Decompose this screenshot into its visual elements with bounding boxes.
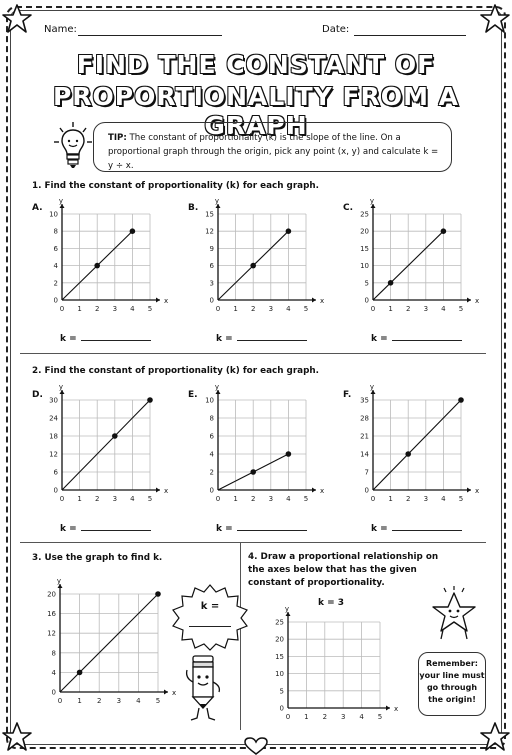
graph-a [32, 197, 182, 322]
k-label: k = [371, 334, 388, 344]
y-tick-label: 4 [53, 262, 58, 271]
x-tick-label: 1 [304, 713, 309, 721]
heart-icon [244, 737, 268, 755]
graph-grid [275, 619, 382, 722]
x-axis-label: x [164, 487, 169, 495]
x-tick-label: 4 [441, 305, 446, 313]
data-point [388, 280, 394, 286]
y-tick-label: 6 [209, 432, 214, 441]
x-tick-label: 5 [458, 495, 464, 503]
x-tick-label: 0 [370, 495, 376, 503]
data-point [286, 228, 292, 234]
y-tick-label: 15 [360, 244, 369, 253]
x-tick-label: 3 [340, 713, 346, 721]
y-tick-label: 8 [209, 414, 214, 423]
x-tick-label: 3 [112, 495, 118, 503]
y-tick-label: 16 [47, 610, 56, 619]
y-tick-label: 0 [51, 688, 56, 697]
x-tick-label: 4 [359, 713, 364, 721]
k-answer-d[interactable] [60, 522, 151, 534]
graph-q3 [32, 577, 182, 710]
graph-d-label: D. [32, 390, 43, 400]
k-answer-badge [171, 584, 249, 650]
y-tick-label: 0 [364, 486, 369, 495]
graph-e [188, 383, 338, 510]
x-tick-label: 2 [322, 713, 328, 721]
y-tick-label: 0 [209, 486, 214, 495]
y-tick-label: 5 [364, 279, 369, 288]
y-tick-label: 5 [279, 687, 284, 696]
x-tick-label: 5 [303, 305, 309, 313]
x-tick-label: 4 [286, 305, 291, 313]
x-axis-arrow [312, 298, 316, 303]
x-axis-label: x [172, 689, 177, 697]
y-axis-label: y [214, 383, 220, 391]
page-title-line1: FIND THE CONSTANT OF [76, 50, 436, 79]
x-tick-label: 5 [147, 305, 153, 313]
section-divider [20, 542, 486, 543]
y-tick-label: 35 [360, 396, 369, 405]
x-tick-label: 3 [268, 495, 274, 503]
y-tick-label: 14 [360, 450, 369, 459]
y-tick-label: 24 [49, 414, 58, 423]
y-tick-label: 2 [53, 279, 58, 288]
star-icon [480, 722, 510, 752]
x-tick-label: 5 [377, 713, 383, 721]
x-tick-label: 0 [285, 713, 291, 721]
x-tick-label: 1 [77, 305, 82, 313]
x-tick-label: 5 [147, 495, 153, 503]
x-axis-label: x [394, 705, 399, 713]
x-axis-arrow [467, 488, 471, 493]
y-tick-label: 20 [275, 635, 284, 644]
date-field[interactable] [354, 35, 466, 36]
x-axis-arrow [156, 298, 160, 303]
y-axis-label: y [56, 577, 62, 585]
pencil-mascot-icon [180, 652, 226, 724]
lightbulb-icon [52, 120, 94, 172]
graph-c [343, 197, 493, 322]
q4-constant: k = 3 [318, 598, 345, 608]
data-point [441, 228, 447, 234]
x-tick-label: 4 [136, 697, 141, 705]
question-3: 3. Use the graph to find k. [32, 553, 163, 563]
x-tick-label: 1 [388, 305, 393, 313]
x-tick-label: 0 [57, 697, 63, 705]
y-tick-label: 12 [47, 629, 56, 638]
y-tick-label: 6 [53, 244, 58, 253]
x-axis-label: x [164, 297, 169, 305]
data-point [147, 397, 153, 403]
x-axis-arrow [386, 706, 390, 711]
x-tick-label: 5 [303, 495, 309, 503]
data-point [155, 591, 161, 597]
x-tick-label: 2 [94, 305, 100, 313]
x-tick-label: 2 [94, 495, 100, 503]
y-tick-label: 15 [205, 210, 214, 219]
x-tick-label: 5 [155, 697, 161, 705]
k-answer-a[interactable] [60, 332, 151, 344]
y-tick-label: 0 [53, 486, 58, 495]
y-tick-label: 0 [279, 704, 284, 713]
y-tick-label: 10 [275, 670, 284, 679]
k-answer-b[interactable] [216, 332, 307, 344]
y-tick-label: 6 [53, 468, 58, 477]
y-tick-label: 18 [49, 432, 58, 441]
y-tick-label: 0 [53, 296, 58, 305]
y-axis-label: y [58, 383, 64, 391]
y-tick-label: 20 [360, 227, 369, 236]
series-line [60, 594, 158, 692]
y-tick-label: 15 [275, 652, 284, 661]
k-label: k = [60, 334, 77, 344]
y-tick-label: 12 [49, 450, 58, 459]
k-label: k = [60, 524, 77, 534]
tip-label: TIP: [108, 133, 127, 143]
x-tick-label: 0 [215, 495, 221, 503]
y-tick-label: 10 [205, 396, 214, 405]
x-axis-arrow [467, 298, 471, 303]
x-tick-label: 4 [286, 495, 291, 503]
y-tick-label: 6 [209, 262, 214, 271]
x-axis-label: x [320, 487, 325, 495]
y-tick-label: 8 [51, 649, 56, 658]
tip-text: The constant of proportionality (k) is the slope of the line. On a proportional graph through the origin, pick any point (x, y) and calculate k = y ÷ x. [108, 133, 439, 171]
y-axis-label: y [369, 383, 375, 391]
y-tick-label: 4 [51, 668, 56, 677]
graph-b-label: B. [188, 203, 199, 213]
k-answer-e[interactable] [216, 522, 307, 534]
x-tick-label: 1 [388, 495, 393, 503]
y-tick-label: 4 [209, 450, 214, 459]
question-4: 4. Draw a proportional relationship on the axes below that has the given constant of proportionality. [248, 552, 439, 588]
graph-f-label: F. [343, 390, 352, 400]
y-tick-label: 25 [360, 210, 369, 219]
k-badge-label: k = [200, 601, 220, 612]
y-tick-label: 20 [47, 590, 56, 599]
x-axis-label: x [320, 297, 325, 305]
graph-grid [205, 397, 308, 504]
x-axis-arrow [312, 488, 316, 493]
date-label: Date: [322, 24, 350, 35]
x-tick-label: 5 [458, 305, 464, 313]
graph-q4[interactable] [262, 605, 412, 730]
x-tick-label: 3 [423, 495, 429, 503]
x-axis-label: x [475, 297, 480, 305]
graph-e-label: E. [188, 390, 198, 400]
series-line [62, 400, 150, 490]
y-axis-label: y [369, 197, 375, 205]
y-tick-label: 3 [209, 279, 214, 288]
y-tick-label: 10 [49, 210, 58, 219]
x-tick-label: 2 [250, 495, 256, 503]
star-mascot-icon [424, 584, 484, 644]
y-axis-label: y [284, 605, 290, 613]
k-label: k = [371, 524, 388, 534]
tip-box [93, 122, 452, 172]
star-icon [480, 4, 510, 34]
y-tick-label: 10 [360, 262, 369, 271]
data-point [250, 469, 256, 475]
question-2: 2. Find the constant of proportionality (k) for each graph. [32, 366, 320, 376]
remember-note: Remember: your line must go through the origin! [418, 652, 486, 716]
y-tick-label: 28 [360, 414, 369, 423]
data-point [130, 228, 136, 234]
data-point [250, 263, 256, 269]
x-tick-label: 1 [233, 495, 238, 503]
x-tick-label: 1 [77, 495, 82, 503]
x-tick-label: 4 [130, 305, 135, 313]
x-axis-arrow [156, 488, 160, 493]
y-tick-label: 0 [364, 296, 369, 305]
data-point [77, 670, 83, 676]
y-tick-label: 12 [205, 227, 214, 236]
k-answer-c[interactable] [371, 332, 462, 344]
y-tick-label: 30 [49, 396, 58, 405]
page-title-line2: PROPORTIONALITY FROM A GRAPH [52, 82, 459, 140]
x-tick-label: 0 [215, 305, 221, 313]
y-axis-label: y [58, 197, 64, 205]
data-point [458, 397, 464, 403]
k-label: k = [216, 524, 233, 534]
data-point [405, 451, 411, 457]
x-tick-label: 1 [77, 697, 82, 705]
y-tick-label: 9 [209, 244, 214, 253]
series-line [373, 400, 461, 490]
x-axis-arrow [164, 690, 168, 695]
x-axis-label: x [475, 487, 480, 495]
y-tick-label: 8 [53, 227, 58, 236]
y-tick-label: 21 [360, 432, 369, 441]
question-1: 1. Find the constant of proportionality (k) for each graph. [32, 181, 320, 191]
x-tick-label: 2 [405, 495, 411, 503]
data-point [286, 451, 292, 457]
graph-d [32, 383, 182, 510]
y-tick-label: 2 [209, 468, 214, 477]
section-divider [20, 353, 486, 354]
y-axis-label: y [214, 197, 220, 205]
graph-b [188, 197, 338, 322]
x-tick-label: 4 [441, 495, 446, 503]
star-icon [2, 4, 32, 34]
x-tick-label: 1 [233, 305, 238, 313]
x-tick-label: 0 [59, 495, 65, 503]
x-tick-label: 3 [116, 697, 122, 705]
x-tick-label: 3 [112, 305, 118, 313]
x-tick-label: 2 [405, 305, 411, 313]
y-tick-label: 0 [209, 296, 214, 305]
graph-f [343, 383, 493, 510]
x-tick-label: 4 [130, 495, 135, 503]
name-label: Name: [44, 24, 77, 35]
y-tick-label: 25 [275, 618, 284, 627]
graph-c-label: C. [343, 203, 354, 213]
x-tick-label: 0 [59, 305, 65, 313]
k-label: k = [216, 334, 233, 344]
x-tick-label: 0 [370, 305, 376, 313]
data-point [112, 433, 118, 439]
x-tick-label: 3 [268, 305, 274, 313]
data-point [94, 263, 100, 269]
name-field[interactable] [78, 35, 222, 36]
y-tick-label: 7 [364, 468, 369, 477]
k-badge-answer[interactable] [189, 626, 231, 627]
x-tick-label: 2 [250, 305, 256, 313]
x-tick-label: 2 [96, 697, 102, 705]
x-tick-label: 3 [423, 305, 429, 313]
k-answer-f[interactable] [371, 522, 462, 534]
star-icon [2, 722, 32, 752]
graph-a-label: A. [32, 203, 43, 213]
